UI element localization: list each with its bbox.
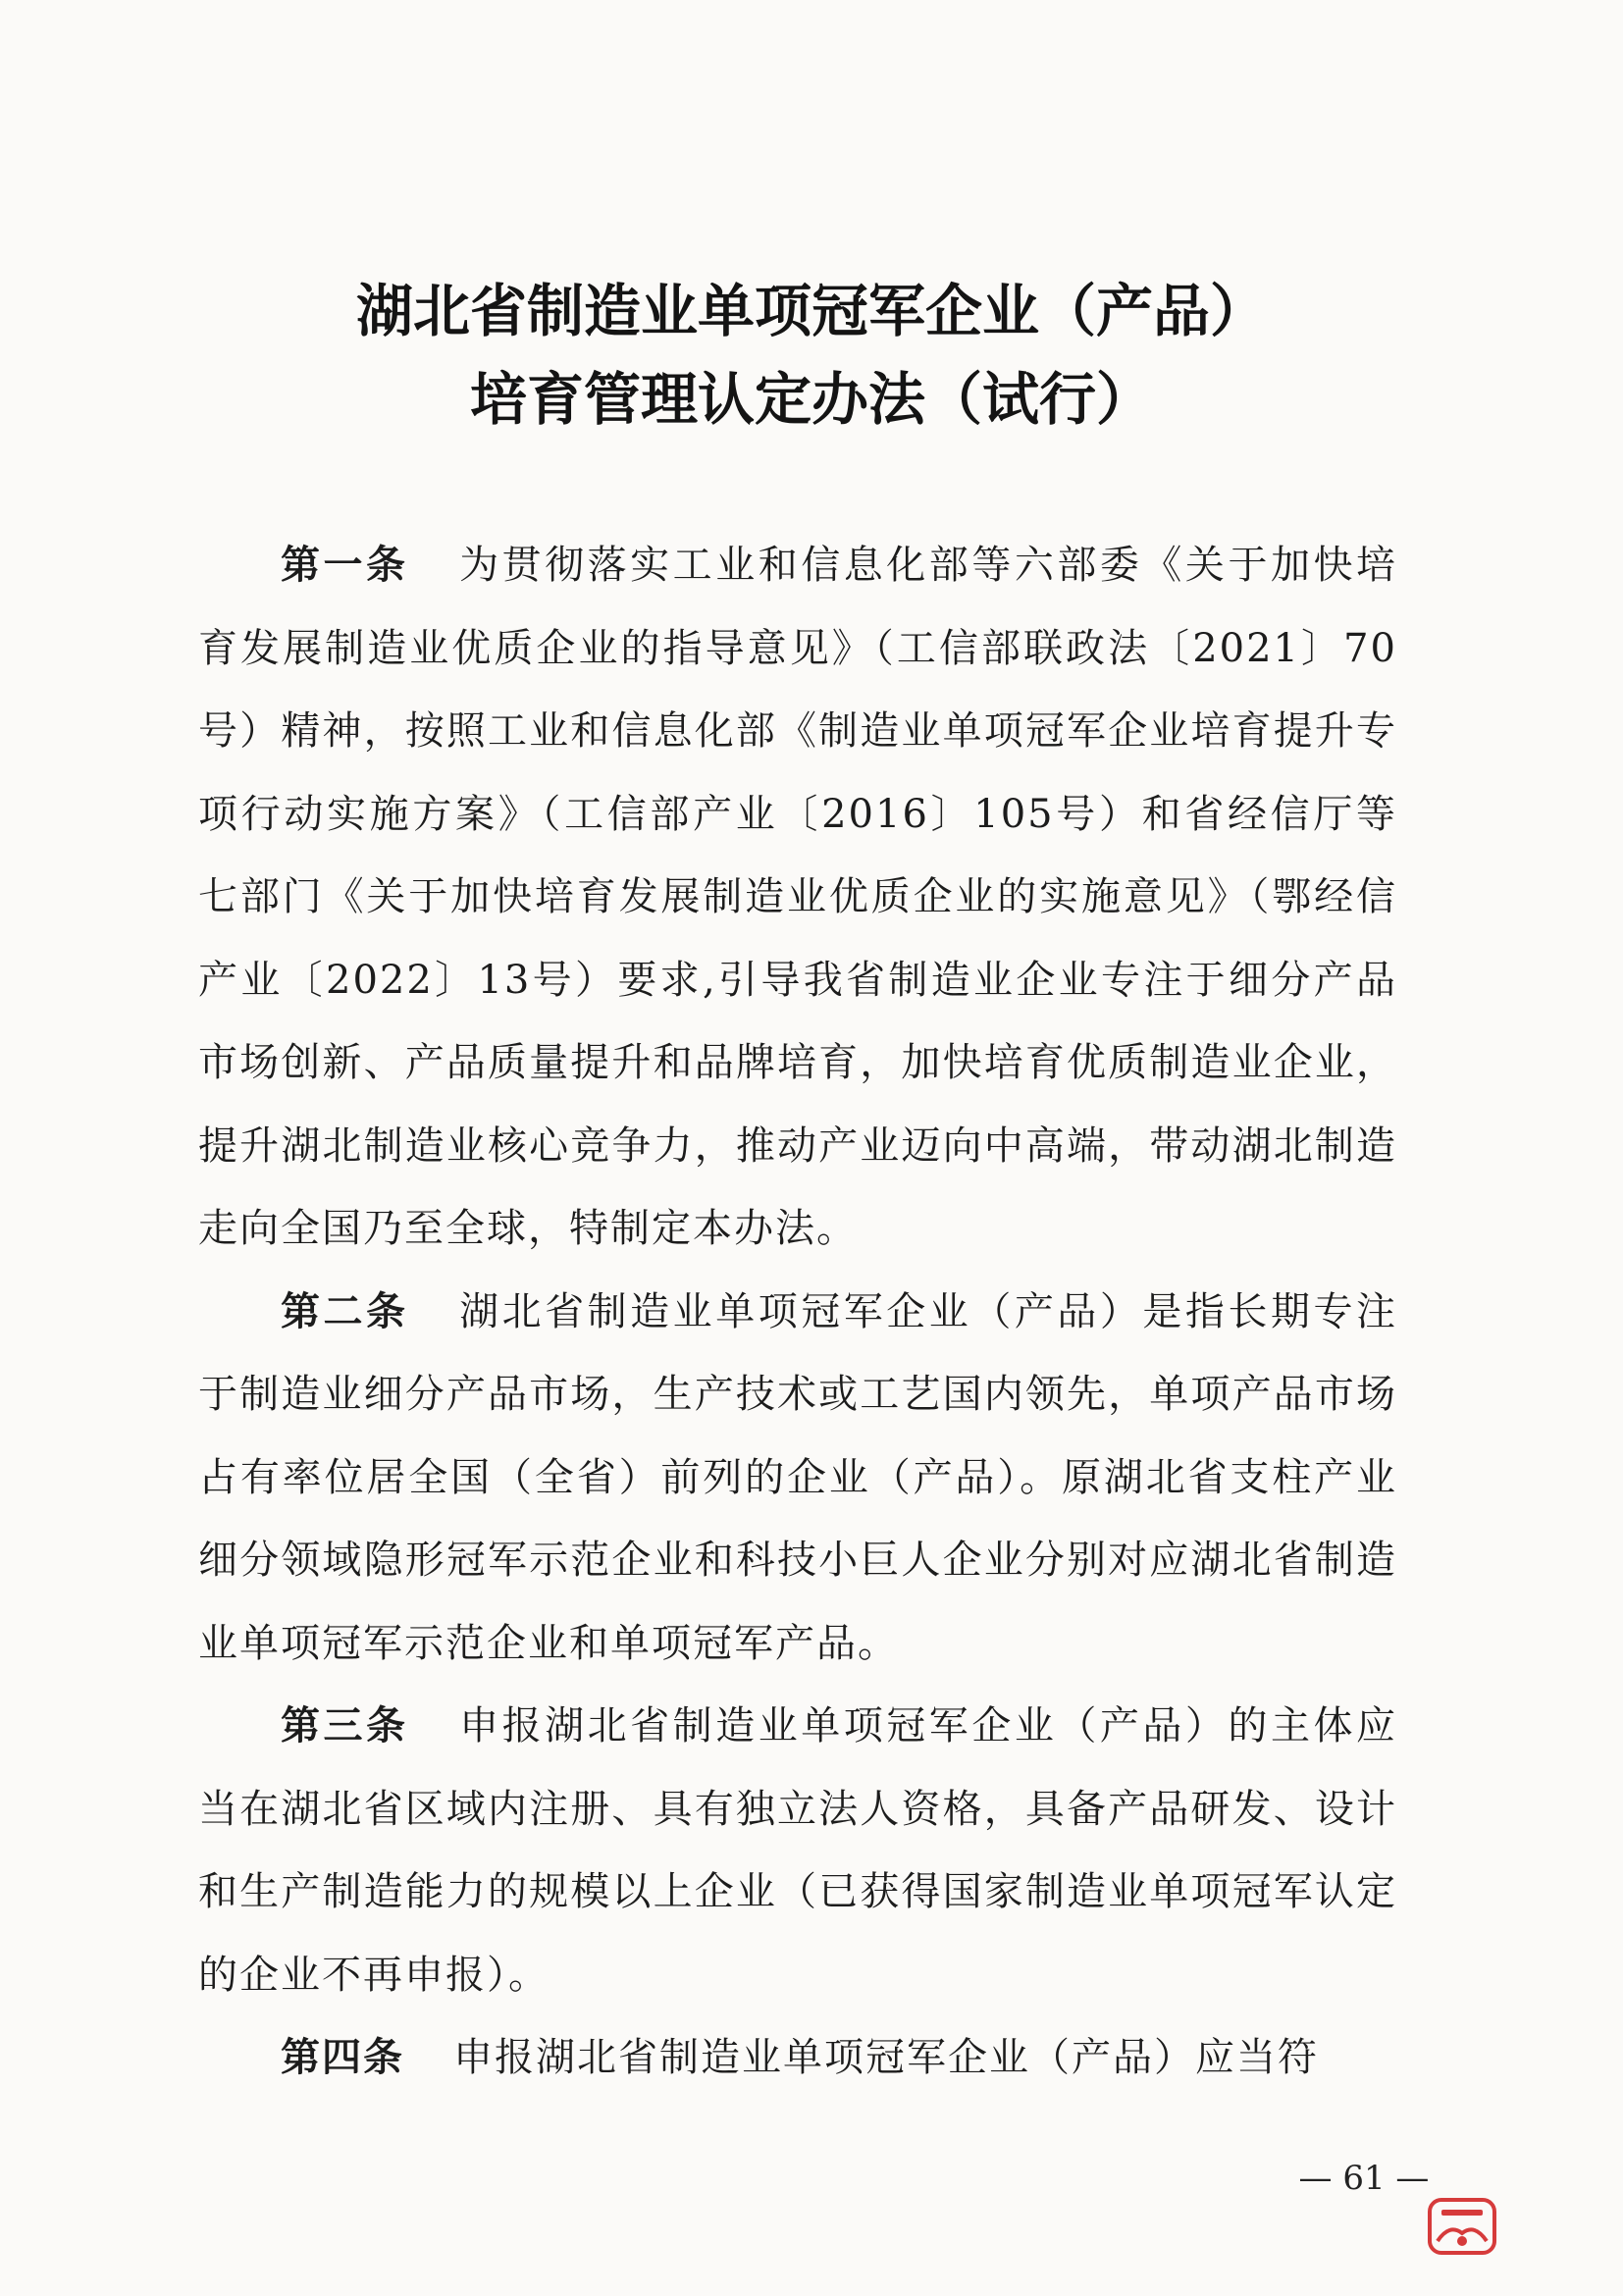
page-number: — 61 — <box>1298 2159 1430 2198</box>
article-3-text: 申报湖北省制造业单项冠军企业（产品）的主体应当在湖北省区域内注册、具有独立法人资格，具备产品研发、设计和生产制造能力的规模以上企业（已获得国家制造业单项冠军认定的企业不再申报）。 <box>198 1703 1398 1998</box>
document-title-line-1: 湖北省制造业单项冠军企业（产品） <box>355 278 1267 344</box>
article-4-label: 第四条 <box>281 2035 404 2080</box>
document-title-line-2: 培育管理认定办法（试行） <box>469 366 1153 433</box>
article-3 <box>198 1685 1397 2016</box>
article-2 <box>198 1271 1397 1686</box>
article-2-text: 湖北省制造业单项冠军企业（产品）是指长期专注于制造业细分产品市场，生产技术或工艺国内领先，单项产品市场占有率位居全国（全省）前列的企业（产品）。原湖北省支柱产业细分领域隐形冠军示范企业和科技小巨人企业分别对应湖北省制造业单项冠军示范企业和单项冠军产品。 <box>198 1288 1398 1666</box>
seal-stamp-icon <box>1428 2198 1496 2255</box>
article-3-label: 第三条 <box>281 1703 409 1748</box>
article-1-label: 第一条 <box>281 543 409 588</box>
article-1 <box>198 524 1397 1271</box>
article-4-text: 申报湖北省制造业单项冠军企业（产品）应当符 <box>453 2035 1319 2080</box>
article-2-label: 第二条 <box>281 1288 409 1334</box>
article-1-text: 为贯彻落实工业和信息化部等六部委《关于加快培育发展制造业优质企业的指导意见》（工信部联政法〔2021〕70号）精神，按照工业和信息化部《制造业单项冠军企业培育提升专项行动实施方案》（工信部产业〔2016〕105号）和省经信厅等七部门《关于加快培育发展制造业优质企业的实施意见》（鄂经信产业〔2022〕13号）要求,引导我省制造业企业专注于细分产品市场创新、产品质量提升和品牌培育，加快培育优质制造业企业，提升湖北制造业核心竞争力，推动产业迈向中高端，带动湖北制造走向全国乃至全球，特制定本办法。 <box>198 543 1398 1251</box>
article-4 <box>198 2016 1397 2100</box>
document-body <box>198 524 1397 2100</box>
